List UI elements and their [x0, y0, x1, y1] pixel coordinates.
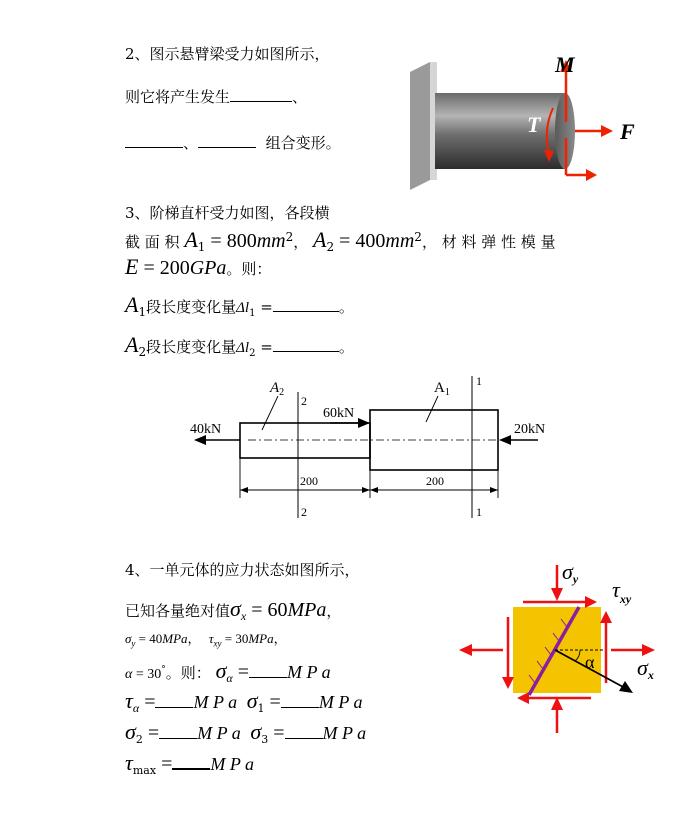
force-mid: 60kN	[323, 406, 355, 421]
q3-ask2: $A_2$段长度变化量$\Delta l_2$ = 。	[125, 332, 354, 359]
wall	[410, 62, 430, 190]
label-a2: $A_2$	[270, 380, 285, 398]
q3-line3: E = 200GPa。则：	[125, 254, 272, 279]
q3-stepped-bar-figure	[180, 370, 580, 525]
q4-line4: α = 30°。则： $\sigma_\alpha = M$ P a	[125, 658, 331, 685]
segment-a2	[240, 423, 370, 458]
label-sx: σx	[637, 655, 654, 682]
label-txy: $\tau_{xy}$	[612, 577, 632, 606]
sec2-bot: 2	[301, 505, 307, 519]
q2-line3: 、 组合变形。	[125, 136, 341, 151]
beam-cylinder	[435, 93, 565, 169]
q2-cantilever-figure	[405, 50, 655, 200]
q4-blank-ta[interactable]	[155, 706, 193, 708]
sec1-bot: 1	[476, 505, 482, 519]
q4-blank-sa[interactable]	[249, 676, 287, 678]
f-arrow-head	[601, 125, 613, 137]
force-right: 20kN	[514, 422, 546, 437]
q4-blank-s2[interactable]	[159, 737, 197, 739]
q4-stress-element-figure	[455, 555, 685, 745]
label-alpha: α	[585, 652, 595, 672]
q2-blank-1[interactable]	[230, 100, 292, 102]
q4-line6: $\sigma_2 = M$ P a $\sigma_3 = M$ P a	[125, 719, 367, 746]
q2-line1: 2、图示悬臂梁受力如图所示，	[125, 45, 330, 63]
label-t: T	[527, 112, 541, 137]
q4-line5: $\tau_\alpha = M$ P a $\sigma_1 = M$ P a	[125, 688, 363, 715]
q4-line2: 已知各量绝对值$\sigma_x = 60MPa$，	[125, 596, 342, 623]
q3-blank-1[interactable]	[273, 310, 339, 312]
label-f: F	[620, 119, 635, 144]
q2-blank-2[interactable]	[125, 146, 183, 148]
q4-blank-tmax[interactable]	[172, 767, 210, 770]
sec1-top: 1	[476, 374, 482, 388]
q3-ask1: $A_1$段长度变化量$\Delta l_1$ = 。	[125, 292, 354, 319]
q4-line7: $\tau_{max} = M$ P a	[125, 750, 255, 777]
label-m: M	[555, 52, 575, 77]
q4-line3: $\sigma_y = 40MPa$， $\tau_{xy} = 30MPa$，	[125, 631, 287, 649]
label-a1: $A_1$	[434, 380, 450, 398]
q2-line2: 则它将产生发生 、	[125, 88, 308, 106]
q2-blank-3[interactable]	[198, 146, 256, 148]
sec2-top: 2	[301, 394, 307, 408]
label-sy: σy	[562, 559, 579, 586]
force-left: 40kN	[190, 422, 222, 437]
q3-line1: 3、阶梯直杆受力如图，各段横	[125, 204, 330, 222]
q3-blank-2[interactable]	[273, 350, 339, 352]
q4-blank-s1[interactable]	[281, 706, 319, 708]
q4-blank-s3[interactable]	[285, 737, 323, 739]
q4-line1: 4、一单元体的应力状态如图所示，	[125, 561, 360, 579]
q3-line2: 截 面 积 $A_1 = 800mm^2$， $A_2 = 400mm^2$， 材 料 弹 性 模 量	[125, 227, 556, 254]
dim-right: 200	[426, 474, 444, 488]
dim-left: 200	[300, 474, 318, 488]
